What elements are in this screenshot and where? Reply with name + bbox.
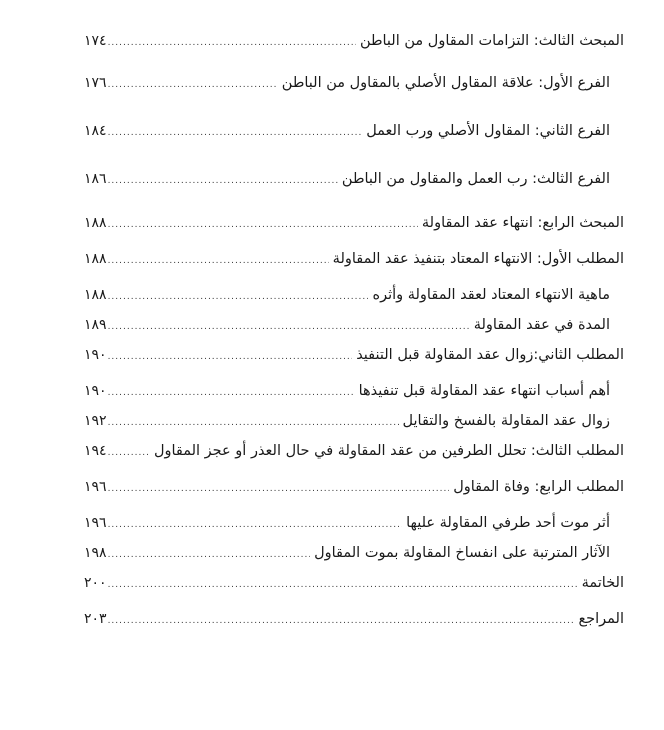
toc-entry xyxy=(84,249,624,271)
toc-entry-title: أثر موت أحد طرفي المقاولة عليها xyxy=(406,515,610,531)
toc-entry-page: ٢٠٠ xyxy=(84,575,107,591)
toc-entry-title: زوال عقد المقاولة بالفسخ والتقايل xyxy=(402,413,610,429)
toc-entry xyxy=(84,73,624,95)
toc-entry-title: المبحث الرابع: انتهاء عقد المقاولة xyxy=(421,215,624,231)
toc-entry xyxy=(84,169,624,191)
toc-entry-title: الخاتمة xyxy=(581,575,624,591)
toc-entry-page: ١٩٤ xyxy=(84,443,107,459)
toc-entry xyxy=(84,477,624,499)
toc-entry-title: الفرع الأول: علاقة المقاول الأصلي بالمقاول من الباطن xyxy=(281,75,610,91)
toc-entry-title: المطلب الثاني:زوال عقد المقاولة قبل التنفيذ xyxy=(356,347,624,363)
toc-entry-page: ٢٠٣ xyxy=(84,611,107,627)
toc-entry-page: ١٨٩ xyxy=(84,317,107,333)
toc-entry xyxy=(84,381,624,403)
dot-leader xyxy=(108,33,356,53)
toc-entry-page: ١٩٦ xyxy=(84,479,107,495)
toc-entry-title: الفرع الثاني: المقاول الأصلي ورب العمل xyxy=(366,123,610,139)
toc-entry-title: المراجع xyxy=(578,611,624,627)
toc-entry-title: الفرع الثالث: رب العمل والمقاول من الباطن xyxy=(341,171,610,187)
toc-entry-page: ١٩٢ xyxy=(84,413,107,429)
dot-leader xyxy=(108,251,329,271)
dot-leader xyxy=(108,443,150,463)
toc-entry xyxy=(84,31,624,53)
toc-entry-page: ١٩٨ xyxy=(84,545,107,561)
toc-entry-page: ١٩٦ xyxy=(84,515,107,531)
toc-entry xyxy=(84,573,624,595)
table-of-contents xyxy=(84,27,624,631)
toc-entry-page: ١٨٨ xyxy=(84,287,107,303)
toc-entry-page: ١٨٨ xyxy=(84,215,107,231)
dot-leader xyxy=(108,611,575,631)
toc-entry xyxy=(84,609,624,631)
dot-leader xyxy=(108,545,311,565)
toc-entry xyxy=(84,213,624,235)
dot-leader xyxy=(108,413,399,433)
toc-entry-title: المطلب الأول: الانتهاء المعتاد بتنفيذ عقد المقاولة xyxy=(332,251,624,267)
dot-leader xyxy=(108,75,278,95)
toc-entry-page: ١٨٦ xyxy=(84,171,107,187)
toc-entry xyxy=(84,315,624,337)
dot-leader xyxy=(108,215,418,235)
toc-entry xyxy=(84,285,624,307)
toc-entry xyxy=(84,513,624,535)
dot-leader xyxy=(108,383,355,403)
dot-leader xyxy=(108,575,578,595)
toc-entry-title: المطلب الثالث: تحلل الطرفين من عقد المقاولة في حال العذر أو عجز المقاول xyxy=(153,443,624,459)
toc-entry xyxy=(84,441,624,463)
dot-leader xyxy=(108,479,450,499)
toc-entry-page: ١٨٤ xyxy=(84,123,107,139)
dot-leader xyxy=(108,515,403,535)
toc-entry-page: ١٨٨ xyxy=(84,251,107,267)
toc-entry-title: الآثار المترتبة على انفساخ المقاولة بموت المقاول xyxy=(314,545,610,561)
toc-entry xyxy=(84,121,624,143)
toc-entry-title: ماهية الانتهاء المعتاد لعقد المقاولة وأثره xyxy=(372,287,610,303)
toc-entry-page: ١٧٦ xyxy=(84,75,107,91)
toc-entry xyxy=(84,543,624,565)
toc-entry-page: ١٩٠ xyxy=(84,347,107,363)
dot-leader xyxy=(108,287,369,307)
toc-entry-title: المطلب الرابع: وفاة المقاول xyxy=(453,479,624,495)
toc-entry xyxy=(84,345,624,367)
dot-leader xyxy=(108,347,353,367)
toc-entry-title: أهم أسباب انتهاء عقد المقاولة قبل تنفيذها xyxy=(358,383,610,399)
toc-entry-page: ١٩٠ xyxy=(84,383,107,399)
dot-leader xyxy=(108,123,363,143)
toc-entry-page: ١٧٤ xyxy=(84,33,107,49)
dot-leader xyxy=(108,317,470,337)
toc-entry-title: المبحث الثالث: التزامات المقاول من الباطن xyxy=(359,33,624,49)
toc-entry-title: المدة في عقد المقاولة xyxy=(473,317,610,333)
toc-entry xyxy=(84,411,624,433)
dot-leader xyxy=(108,171,338,191)
